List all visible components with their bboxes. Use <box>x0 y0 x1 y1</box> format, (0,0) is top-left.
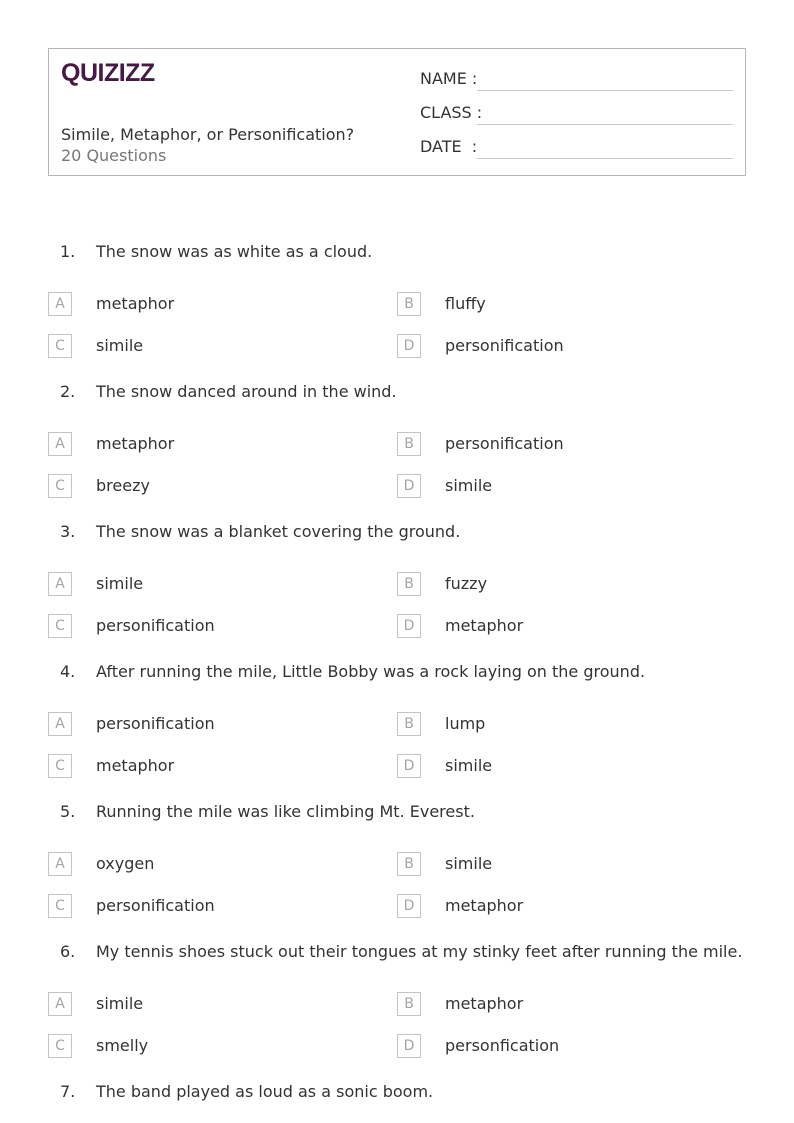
option-d[interactable] <box>397 334 727 358</box>
option-text: fluffy <box>445 294 486 313</box>
option-b[interactable] <box>397 432 727 456</box>
option-a[interactable] <box>48 432 378 456</box>
option-letter-box: C <box>48 334 72 358</box>
option-letter-box: A <box>48 852 72 876</box>
option-b[interactable] <box>397 852 727 876</box>
option-b[interactable] <box>397 572 727 596</box>
option-letter-box: D <box>397 894 421 918</box>
option-letter-box: B <box>397 292 421 316</box>
question-number: 6. <box>60 942 76 961</box>
question-3 <box>48 522 746 652</box>
option-text: personification <box>96 896 215 915</box>
option-d[interactable] <box>397 894 727 918</box>
quizizz-logo: QUIZIZZ <box>61 59 155 87</box>
option-a[interactable] <box>48 572 378 596</box>
option-b[interactable] <box>397 292 727 316</box>
question-number: 5. <box>60 802 76 821</box>
question-number: 3. <box>60 522 76 541</box>
date-line <box>477 158 733 159</box>
option-text: personification <box>96 714 215 733</box>
option-text: personification <box>96 616 215 635</box>
option-a[interactable] <box>48 292 378 316</box>
option-letter-box: D <box>397 474 421 498</box>
option-text: lump <box>445 714 486 733</box>
option-d[interactable] <box>397 474 727 498</box>
name-label: NAME : <box>420 69 478 88</box>
option-letter-box: A <box>48 292 72 316</box>
option-letter-box: D <box>397 334 421 358</box>
option-letter-box: A <box>48 572 72 596</box>
option-text: metaphor <box>445 994 524 1013</box>
option-letter-box: D <box>397 1034 421 1058</box>
option-text: metaphor <box>96 434 175 453</box>
question-text: The snow was as white as a cloud. <box>96 242 373 261</box>
question-text: The snow danced around in the wind. <box>96 382 397 401</box>
option-c[interactable] <box>48 754 378 778</box>
option-d[interactable] <box>397 754 727 778</box>
option-c[interactable] <box>48 1034 378 1058</box>
question-number: 1. <box>60 242 76 261</box>
option-letter-box: B <box>397 572 421 596</box>
question-text: The snow was a blanket covering the ground. <box>96 522 461 541</box>
worksheet-header <box>48 48 746 176</box>
date-label: DATE : <box>420 137 478 156</box>
option-letter-box: D <box>397 614 421 638</box>
class-label: CLASS : <box>420 103 483 122</box>
option-text: personification <box>445 336 564 355</box>
class-field[interactable] <box>420 101 733 125</box>
option-text: simile <box>445 854 493 873</box>
option-b[interactable] <box>397 712 727 736</box>
option-c[interactable] <box>48 474 378 498</box>
question-number: 4. <box>60 662 76 681</box>
option-text: personfication <box>445 1036 560 1055</box>
question-count: 20 Questions <box>61 146 167 165</box>
question-number: 2. <box>60 382 76 401</box>
option-text: metaphor <box>96 756 175 775</box>
option-text: breezy <box>96 476 150 495</box>
option-letter-box: C <box>48 474 72 498</box>
question-7 <box>48 1082 746 1112</box>
option-a[interactable] <box>48 992 378 1016</box>
option-letter-box: C <box>48 894 72 918</box>
option-letter-box: A <box>48 992 72 1016</box>
name-line <box>477 90 733 91</box>
option-c[interactable] <box>48 334 378 358</box>
option-text: metaphor <box>445 896 524 915</box>
worksheet-title: Simile, Metaphor, or Personification? <box>61 125 355 144</box>
option-letter-box: B <box>397 432 421 456</box>
option-c[interactable] <box>48 614 378 638</box>
option-text: simile <box>445 756 493 775</box>
question-2 <box>48 382 746 512</box>
option-text: personification <box>445 434 564 453</box>
option-text: simile <box>96 336 144 355</box>
class-line <box>477 124 733 125</box>
option-text: metaphor <box>445 616 524 635</box>
option-d[interactable] <box>397 614 727 638</box>
option-text: simile <box>445 476 493 495</box>
option-a[interactable] <box>48 852 378 876</box>
option-letter-box: C <box>48 754 72 778</box>
question-number: 7. <box>60 1082 76 1101</box>
option-text: smelly <box>96 1036 149 1055</box>
date-field[interactable] <box>420 135 733 159</box>
question-text: The band played as loud as a sonic boom. <box>96 1082 434 1101</box>
option-c[interactable] <box>48 894 378 918</box>
option-a[interactable] <box>48 712 378 736</box>
question-5 <box>48 802 746 932</box>
option-text: simile <box>96 574 144 593</box>
name-field[interactable] <box>420 67 733 91</box>
option-text: fuzzy <box>445 574 488 593</box>
option-letter-box: D <box>397 754 421 778</box>
option-letter-box: B <box>397 712 421 736</box>
option-letter-box: A <box>48 432 72 456</box>
question-1 <box>48 242 746 372</box>
option-letter-box: C <box>48 614 72 638</box>
question-4 <box>48 662 746 792</box>
option-b[interactable] <box>397 992 727 1016</box>
option-letter-box: B <box>397 852 421 876</box>
option-text: simile <box>96 994 144 1013</box>
question-text: My tennis shoes stuck out their tongues at my stinky feet after running the mile. <box>96 942 743 961</box>
option-d[interactable] <box>397 1034 727 1058</box>
question-text: After running the mile, Little Bobby was a rock laying on the ground. <box>96 662 646 681</box>
option-text: oxygen <box>96 854 155 873</box>
question-6 <box>48 942 746 1072</box>
option-letter-box: C <box>48 1034 72 1058</box>
option-letter-box: A <box>48 712 72 736</box>
question-text: Running the mile was like climbing Mt. Everest. <box>96 802 475 821</box>
option-letter-box: B <box>397 992 421 1016</box>
option-text: metaphor <box>96 294 175 313</box>
